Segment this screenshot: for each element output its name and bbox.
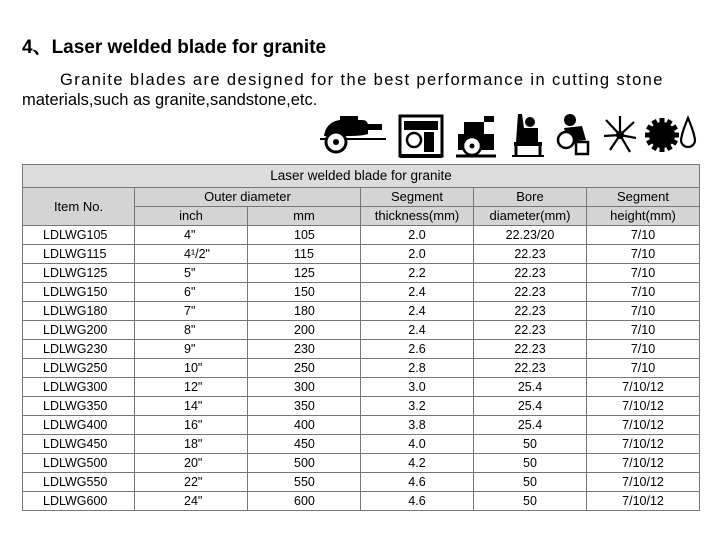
segment-height-header-bottom: height(mm) <box>587 207 700 226</box>
bore-diameter-cell: 50 <box>474 435 587 454</box>
bore-diameter-cell: 50 <box>474 454 587 473</box>
bore-diameter-cell: 22.23 <box>474 264 587 283</box>
bore-diameter-cell: 22.23/20 <box>474 226 587 245</box>
inch-cell: 10" <box>135 359 248 378</box>
inch-cell: 5" <box>135 264 248 283</box>
mm-header: mm <box>248 207 361 226</box>
bore-diameter-cell: 22.23 <box>474 359 587 378</box>
segment-height-cell: 7/10 <box>587 283 700 302</box>
mm-cell: 200 <box>248 321 361 340</box>
table-row <box>23 492 700 511</box>
item-no-header: Item No. <box>23 188 135 226</box>
segment-thickness-cell: 2.6 <box>361 340 474 359</box>
table-row <box>23 226 700 245</box>
bore-diameter-cell: 25.4 <box>474 416 587 435</box>
table-row <box>23 435 700 454</box>
inch-cell: 9" <box>135 340 248 359</box>
section-title: 4、Laser welded blade for granite <box>22 37 327 58</box>
segment-thickness-cell: 2.0 <box>361 226 474 245</box>
intro-paragraph <box>22 70 698 110</box>
mm-cell: 500 <box>248 454 361 473</box>
item-no-cell: LDLWG400 <box>23 416 135 435</box>
item-no-cell: LDLWG450 <box>23 435 135 454</box>
mm-cell: 230 <box>248 340 361 359</box>
inch-cell: 24" <box>135 492 248 511</box>
segment-height-cell: 7/10/12 <box>587 378 700 397</box>
intro-line-1: Granite blades are designed for the best performance in cutting stone <box>60 71 664 89</box>
table-row <box>23 454 700 473</box>
segment-thickness-header-top: Segment <box>361 188 474 207</box>
segment-thickness-cell: 2.4 <box>361 321 474 340</box>
segment-height-cell: 7/10/12 <box>587 435 700 454</box>
segment-height-cell: 7/10 <box>587 245 700 264</box>
bore-diameter-cell: 25.4 <box>474 397 587 416</box>
application-icons <box>318 112 698 158</box>
angle-grinder-icon <box>318 112 388 158</box>
segment-height-cell: 7/10 <box>587 340 700 359</box>
mm-cell: 115 <box>248 245 361 264</box>
inch-cell: 22" <box>135 473 248 492</box>
mm-cell: 180 <box>248 302 361 321</box>
segment-height-cell: 7/10 <box>587 359 700 378</box>
segment-thickness-cell: 3.0 <box>361 378 474 397</box>
mm-cell: 150 <box>248 283 361 302</box>
segment-height-cell: 7/10 <box>587 302 700 321</box>
bore-diameter-cell: 25.4 <box>474 378 587 397</box>
inch-cell: 20" <box>135 454 248 473</box>
item-no-cell: LDLWG180 <box>23 302 135 321</box>
table-row <box>23 397 700 416</box>
item-no-cell: LDLWG500 <box>23 454 135 473</box>
segment-thickness-cell: 4.6 <box>361 492 474 511</box>
table-row <box>23 340 700 359</box>
bridge-saw-icon <box>454 112 498 158</box>
item-no-cell: LDLWG115 <box>23 245 135 264</box>
inch-cell: 4" <box>135 226 248 245</box>
table-row <box>23 321 700 340</box>
hand-cutting-icon <box>556 112 592 158</box>
item-no-cell: LDLWG300 <box>23 378 135 397</box>
mm-cell: 550 <box>248 473 361 492</box>
inch-cell: 12" <box>135 378 248 397</box>
bore-diameter-cell: 50 <box>474 492 587 511</box>
mm-cell: 300 <box>248 378 361 397</box>
mm-cell: 105 <box>248 226 361 245</box>
wall-saw-icon <box>398 112 444 158</box>
item-no-cell: LDLWG350 <box>23 397 135 416</box>
floor-saw-icon <box>508 112 548 158</box>
segment-thickness-cell: 2.8 <box>361 359 474 378</box>
inch-cell: 4¹/2" <box>135 245 248 264</box>
bore-diameter-cell: 22.23 <box>474 340 587 359</box>
mm-cell: 450 <box>248 435 361 454</box>
mm-cell: 350 <box>248 397 361 416</box>
table-row <box>23 359 700 378</box>
segment-height-cell: 7/10/12 <box>587 492 700 511</box>
segment-height-cell: 7/10/12 <box>587 416 700 435</box>
outer-diameter-header: Outer diameter <box>135 188 361 207</box>
table-row <box>23 245 700 264</box>
segment-thickness-cell: 4.2 <box>361 454 474 473</box>
specification-table <box>22 164 700 511</box>
bore-diameter-cell: 22.23 <box>474 245 587 264</box>
table-row <box>23 416 700 435</box>
segment-thickness-header-bottom: thickness(mm) <box>361 207 474 226</box>
segment-height-cell: 7/10/12 <box>587 454 700 473</box>
mm-cell: 250 <box>248 359 361 378</box>
inch-cell: 14" <box>135 397 248 416</box>
segment-thickness-cell: 4.0 <box>361 435 474 454</box>
bore-diameter-cell: 22.23 <box>474 283 587 302</box>
item-no-cell: LDLWG600 <box>23 492 135 511</box>
segment-thickness-cell: 2.2 <box>361 264 474 283</box>
segment-thickness-cell: 2.4 <box>361 302 474 321</box>
item-no-cell: LDLWG250 <box>23 359 135 378</box>
segment-thickness-cell: 2.0 <box>361 245 474 264</box>
item-no-cell: LDLWG230 <box>23 340 135 359</box>
item-no-cell: LDLWG125 <box>23 264 135 283</box>
bore-diameter-header-top: Bore <box>474 188 587 207</box>
table-caption: Laser welded blade for granite <box>23 165 700 188</box>
table-row <box>23 283 700 302</box>
table-row <box>23 302 700 321</box>
inch-cell: 8" <box>135 321 248 340</box>
table-row <box>23 264 700 283</box>
item-no-cell: LDLWG550 <box>23 473 135 492</box>
mm-cell: 600 <box>248 492 361 511</box>
segment-thickness-cell: 3.2 <box>361 397 474 416</box>
segment-thickness-cell: 3.8 <box>361 416 474 435</box>
intro-line-2: materials,such as granite,sandstone,etc. <box>22 91 318 109</box>
item-no-cell: LDLWG105 <box>23 226 135 245</box>
inch-cell: 18" <box>135 435 248 454</box>
segment-height-cell: 7/10 <box>587 226 700 245</box>
water-drop-icon <box>678 112 698 158</box>
mm-cell: 125 <box>248 264 361 283</box>
mm-cell: 400 <box>248 416 361 435</box>
inch-cell: 6" <box>135 283 248 302</box>
bore-diameter-header-bottom: diameter(mm) <box>474 207 587 226</box>
table-row <box>23 473 700 492</box>
segment-thickness-cell: 2.4 <box>361 283 474 302</box>
inch-cell: 16" <box>135 416 248 435</box>
bore-diameter-cell: 22.23 <box>474 321 587 340</box>
segment-height-header-top: Segment <box>587 188 700 207</box>
spark-icon <box>602 112 638 158</box>
segment-height-cell: 7/10/12 <box>587 473 700 492</box>
bore-diameter-cell: 50 <box>474 473 587 492</box>
item-no-cell: LDLWG150 <box>23 283 135 302</box>
segment-height-cell: 7/10 <box>587 321 700 340</box>
bore-diameter-cell: 22.23 <box>474 302 587 321</box>
inch-cell: 7" <box>135 302 248 321</box>
item-no-cell: LDLWG200 <box>23 321 135 340</box>
inch-header: inch <box>135 207 248 226</box>
table-row <box>23 378 700 397</box>
segment-thickness-cell: 4.6 <box>361 473 474 492</box>
segment-height-cell: 7/10 <box>587 264 700 283</box>
segment-height-cell: 7/10/12 <box>587 397 700 416</box>
segmented-blade-icon <box>644 112 680 158</box>
